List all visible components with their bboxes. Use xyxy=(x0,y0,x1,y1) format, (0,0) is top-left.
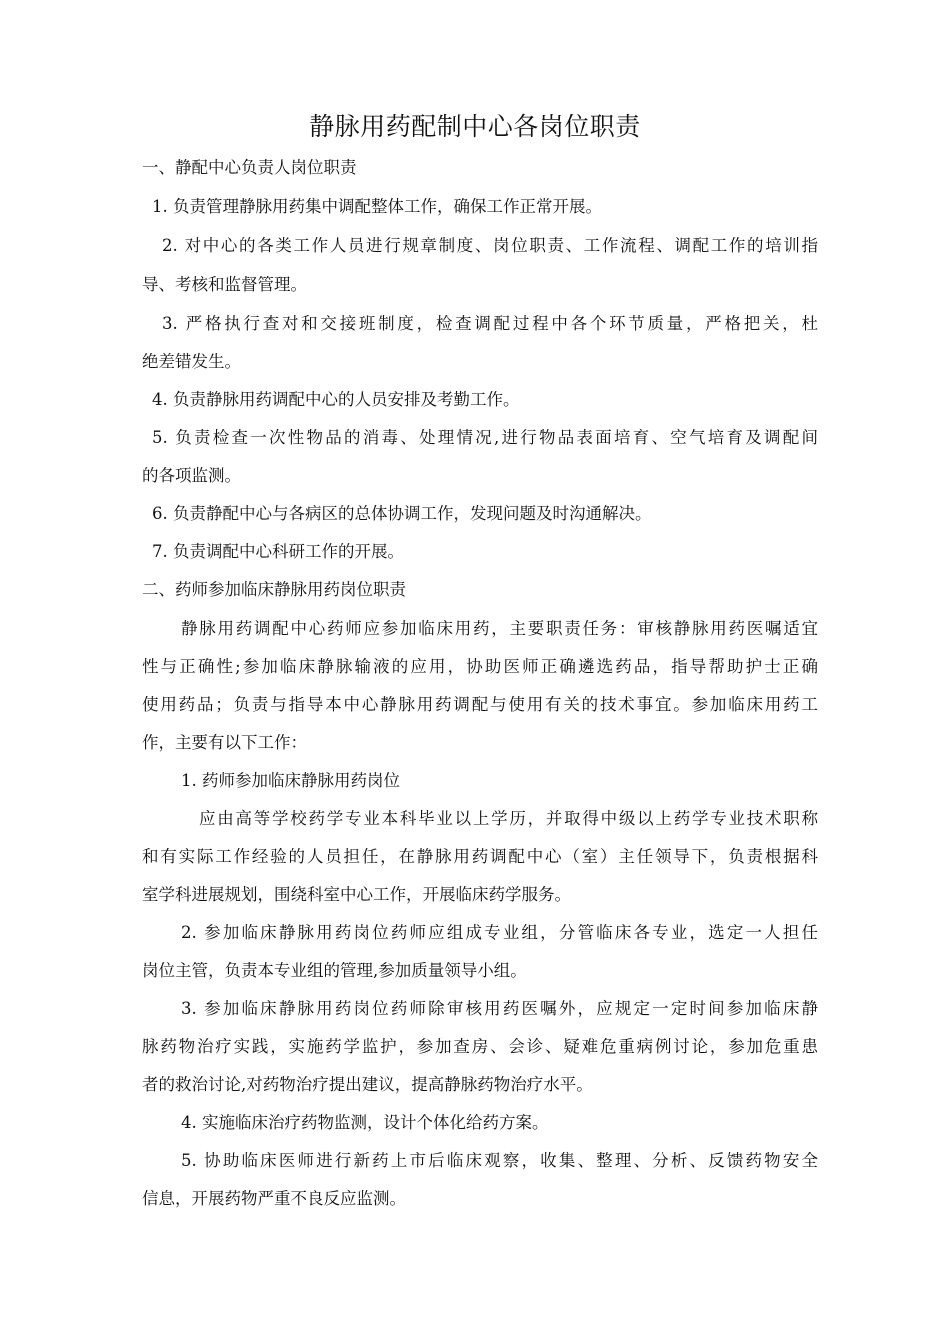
section-2-item-1-title: 1. 药师参加临床静脉用药岗位 xyxy=(181,771,400,790)
section-2-item-5-line-2: 信息，开展药物严重不良反应监测。 xyxy=(142,1189,406,1208)
section-1-item-5-line-1: 5. 负责检查一次性物品的消毒、处理情况,进行物品表面培育、空气培育及调配间 xyxy=(152,428,818,447)
section-2-intro-line-3: 使用药品；负责与指导本中心静脉用药调配与使用有关的技术事宜。参加临床用药工 xyxy=(142,695,818,714)
document-title: 静脉用药配制中心各岗位职责 xyxy=(309,112,641,141)
section-2-item-1-line-2: 和有实际工作经验的人员担任，在静脉用药调配中心（室）主任领导下，负责根据科 xyxy=(142,847,818,866)
section-2-item-1-line-1: 应由高等学校药学专业本科毕业以上学历，并取得中级以上药学专业技术职称 xyxy=(199,809,818,828)
section-1-item-1: 1. 负责管理静脉用药集中调配整体工作，确保工作正常开展。 xyxy=(152,197,602,216)
section-1-item-6: 6. 负责静配中心与各病区的总体协调工作，发现问题及时沟通解决。 xyxy=(152,504,652,523)
section-2-heading: 二、药师参加临床静脉用药岗位职责 xyxy=(142,580,406,599)
section-2-intro-line-2: 性与正确性;参加临床静脉输液的应用，协助医师正确遴选药品，指导帮助护士正确 xyxy=(142,657,818,676)
section-2-item-3-line-1: 3. 参加临床静脉用药岗位药师除审核用药医嘱外，应规定一定时间参加临床静 xyxy=(181,999,818,1018)
section-2-item-1-line-3: 室学科进展规划，围绕科室中心工作，开展临床药学服务。 xyxy=(142,885,571,904)
section-1-item-3-line-2: 绝差错发生。 xyxy=(142,352,241,371)
section-1-item-7: 7. 负责调配中心科研工作的开展。 xyxy=(152,542,404,561)
section-2-item-3-line-2: 脉药物治疗实践，实施药学监护，参加查房、会诊、疑难危重病例讨论，参加危重患 xyxy=(142,1037,818,1056)
section-2-item-3-line-3: 者的救治讨论,对药物治疗提出建议，提高静脉药物治疗水平。 xyxy=(142,1075,593,1094)
section-2-intro-line-4: 作，主要有以下工作： xyxy=(142,733,307,752)
section-2-intro-line-1: 静脉用药调配中心药师应参加临床用药，主要职责任务：审核静脉用药医嘱适宜 xyxy=(181,619,818,638)
section-2-item-2-line-1: 2. 参加临床静脉用药岗位药师应组成专业组，分管临床各专业，选定一人担任 xyxy=(181,923,818,942)
section-1-item-4: 4. 负责静脉用药调配中心的人员安排及考勤工作。 xyxy=(152,390,520,409)
section-2-item-5-line-1: 5. 协助临床医师进行新药上市后临床观察，收集、整理、分析、反馈药物安全 xyxy=(181,1151,818,1170)
section-1-heading: 一、静配中心负责人岗位职责 xyxy=(142,158,357,177)
section-2-item-4: 4. 实施临床治疗药物监测，设计个体化给药方案。 xyxy=(181,1113,549,1132)
section-1-item-3-line-1: 3. 严格执行查对和交接班制度，检查调配过程中各个环节质量，严格把关，杜 xyxy=(162,314,818,333)
section-1-item-2-line-1: 2. 对中心的各类工作人员进行规章制度、岗位职责、工作流程、调配工作的培训指 xyxy=(162,236,818,255)
section-2-item-2-line-2: 岗位主管，负责本专业组的管理,参加质量领导小组。 xyxy=(142,961,527,980)
section-1-item-5-line-2: 的各项监测。 xyxy=(142,466,241,485)
section-1-item-2-line-2: 导、考核和监督管理。 xyxy=(142,275,307,294)
